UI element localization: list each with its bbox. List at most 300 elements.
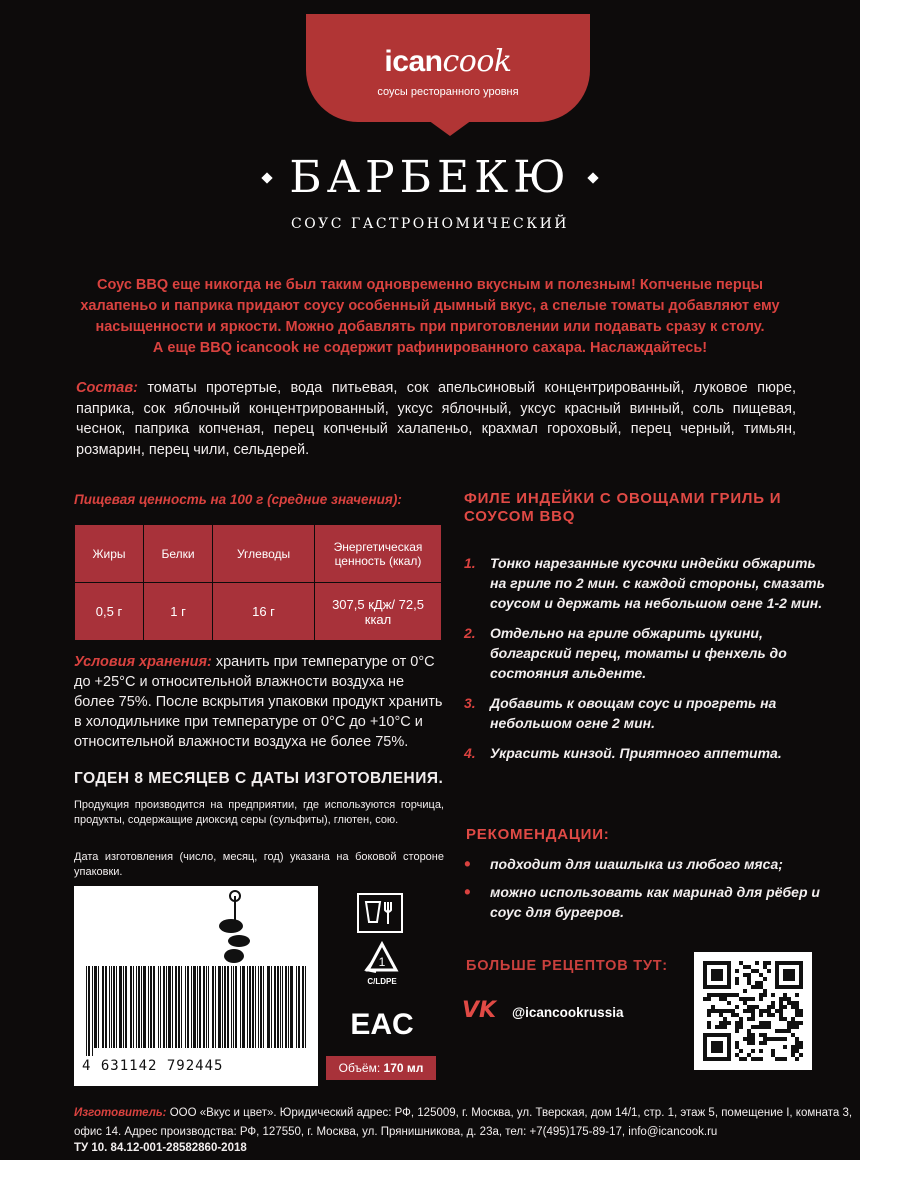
qr-module	[783, 1005, 787, 1009]
barcode-bar	[125, 966, 127, 1048]
qr-module	[747, 1041, 751, 1045]
qr-module	[707, 1013, 711, 1017]
qr-module	[735, 1013, 739, 1017]
qr-module	[755, 1005, 759, 1009]
barcode-bar	[231, 966, 232, 1048]
qr-module	[735, 1029, 739, 1033]
barcode-bar	[218, 966, 221, 1048]
barcode-bar	[191, 966, 192, 1048]
qr-module	[751, 1025, 755, 1029]
qr-module	[767, 1009, 771, 1013]
qr-module	[791, 1045, 795, 1049]
barcode-bar	[123, 966, 124, 1048]
qr-module	[795, 1049, 799, 1053]
qr-module	[751, 1041, 755, 1045]
qr-module	[771, 1049, 775, 1053]
qr-module	[763, 993, 767, 997]
storage-text: хранить при температуре от 0°C до +25°C и относительной влажности воздуха не более 75%. После вскрытия упаковки продукт хранить в холодильнике при температуре от 0°C до +10°C и относительной влажности воздуха не более 75%.	[74, 654, 443, 750]
bullet-icon: •	[464, 882, 471, 902]
qr-module	[775, 1029, 779, 1033]
qr-module	[751, 1057, 755, 1061]
barcode-bar	[224, 966, 226, 1048]
qr-module	[735, 1005, 739, 1009]
recycle-caption: C/LDPE	[367, 977, 397, 986]
qr-module	[759, 973, 763, 977]
step-text: Добавить к овощам соус и прогреть на небольшом огне 2 мин.	[490, 695, 777, 731]
qr-module	[791, 1049, 795, 1053]
step-number: 2.	[464, 625, 476, 641]
qr-module	[799, 1013, 803, 1017]
qr-module	[795, 1001, 799, 1005]
qr-module	[711, 993, 715, 997]
qr-module	[747, 997, 751, 1001]
qr-module	[755, 1057, 759, 1061]
qr-module	[707, 1021, 711, 1025]
qr-module	[743, 1057, 747, 1061]
qr-module	[751, 1033, 755, 1037]
step-text: Тонко нарезанные кусочки индейки обжарить на гриле по 2 мин. с каждой стороны, смазать соусом и держать на небольшом огне 1-2 мин.	[490, 555, 825, 611]
qr-module	[751, 1013, 755, 1017]
barcode-digits: 4 631142 792445	[82, 1058, 224, 1074]
qr-module	[767, 1025, 771, 1029]
qr-module	[763, 1041, 767, 1045]
qr-module	[723, 1021, 727, 1025]
qr-module	[727, 1021, 731, 1025]
qr-module	[783, 1017, 787, 1021]
barcode-bar	[185, 966, 186, 1048]
step-text: Отдельно на гриле обжарить цукини, болгарский перец, томаты и фенхель до состояния альденте.	[490, 625, 787, 681]
qr-module	[783, 1057, 787, 1061]
barcode-bar	[263, 966, 264, 1048]
recipe-heading: ФИЛЕ ИНДЕЙКИ С ОВОЩАМИ ГРИЛЬ И СОУСОМ BBQ	[464, 490, 782, 525]
barcode-bar	[143, 966, 146, 1048]
step-number: 1.	[464, 555, 476, 571]
qr-module	[763, 977, 767, 981]
qr-module	[795, 993, 799, 997]
barcode-bar	[208, 966, 209, 1048]
qr-module	[747, 1053, 751, 1057]
qr-module	[799, 1045, 803, 1049]
barcode-bar	[260, 966, 262, 1048]
qr-module	[715, 1025, 719, 1029]
nutrition-value-cell: 0,5 г	[75, 583, 144, 641]
qr-module	[779, 1013, 783, 1017]
barcode-bar	[242, 966, 245, 1048]
qr-module	[755, 981, 759, 985]
qr-module	[759, 997, 763, 1001]
qr-module	[771, 1013, 775, 1017]
qr-module	[783, 1037, 787, 1041]
brand-logo	[306, 44, 590, 79]
title-row	[0, 152, 860, 203]
nutrition-header-cell: Энергетическая ценность (ккал)	[315, 525, 442, 583]
qr-module	[795, 1045, 799, 1049]
qr-module	[747, 1005, 751, 1009]
more-recipes-heading: БОЛЬШЕ РЕЦЕПТОВ ТУТ:	[466, 958, 668, 974]
barcode-bar	[98, 966, 99, 1048]
qr-module	[739, 1049, 743, 1053]
qr-module	[763, 989, 767, 993]
barcode-bar	[215, 966, 216, 1048]
qr-module	[735, 1053, 739, 1057]
cup-fork-icon	[358, 894, 402, 932]
nutrition-header-cell: Углеводы	[213, 525, 315, 583]
recycle-code: 1	[378, 955, 386, 969]
logo-part-cook: cook	[442, 44, 512, 79]
intro-line: Соус BBQ еще никогда не был таким одновременно вкусным и полезным! Копченые перцы	[96, 277, 763, 293]
qr-module	[731, 1009, 735, 1013]
barcode-bar	[175, 966, 177, 1048]
brand-tagline: соусы ресторанного уровня	[377, 86, 519, 98]
nutrition-header-cell: Белки	[144, 525, 213, 583]
qr-module	[791, 1001, 795, 1005]
barcode-bar	[285, 966, 287, 1048]
barcode-bar	[267, 966, 270, 1048]
qr-module	[779, 1005, 783, 1009]
manufacturer-text: ООО «Вкус и цвет». Юридический адрес: РФ, 125009, г. Москва, ул. Тверская, дом 14/1, стр. 1, этаж 5, помещение I, комната 3, офис 14. Адрес производства: РФ, 127550, г. Москва, ул. Прянишникова, д. 23а, тел: +7(495)175-89-17, info@icancook.ru	[74, 1107, 853, 1138]
barcode-bar	[130, 966, 132, 1048]
qr-module	[719, 997, 723, 1001]
qr-module	[795, 1013, 799, 1017]
qr-module	[787, 1001, 791, 1005]
qr-module	[735, 1041, 739, 1045]
qr-module	[775, 1037, 779, 1041]
qr-module	[787, 1021, 791, 1025]
skewer-piece	[228, 935, 250, 947]
barcode-bar	[168, 966, 171, 1048]
qr-module	[715, 1009, 719, 1013]
qr-module	[767, 1005, 771, 1009]
barcode-bar	[141, 966, 142, 1048]
intro-line: халапеньо и паприка придают соусу особенный дымный вкус, а спелые томаты добавляют ему	[80, 298, 780, 314]
qr-module	[719, 1021, 723, 1025]
barcode-bar	[86, 966, 87, 1056]
qr-module	[715, 993, 719, 997]
qr-module	[743, 965, 747, 969]
qr-module	[711, 969, 723, 981]
qr-module	[759, 1041, 763, 1045]
barcode-bar	[271, 966, 272, 1048]
barcode-bar	[133, 966, 134, 1048]
barcode-bar	[119, 966, 122, 1048]
tech-spec-code: ТУ 10. 84.12-001-28582860-2018	[74, 1142, 247, 1154]
qr-module	[783, 1045, 787, 1049]
qr-module	[767, 961, 771, 965]
qr-module	[743, 997, 747, 1001]
qr-module	[735, 1021, 739, 1025]
barcode-bar	[148, 966, 149, 1048]
qr-module	[783, 969, 795, 981]
qr-module	[787, 997, 791, 1001]
qr-module	[719, 1009, 723, 1013]
barcode-bar	[255, 966, 256, 1048]
qr-module	[763, 1009, 767, 1013]
barcode-bar	[109, 966, 110, 1048]
qr-module	[727, 1001, 731, 1005]
qr-module	[799, 1053, 803, 1057]
qr-module	[799, 1041, 803, 1045]
barcode-bar	[252, 966, 254, 1048]
intro-line: А еще BBQ icancook не содержит рафинированного сахара. Наслаждайтесь!	[152, 340, 708, 356]
barcode-bar	[166, 966, 167, 1048]
volume-value: 170 мл	[383, 1061, 424, 1075]
qr-module	[767, 1037, 771, 1041]
qr-module	[759, 1033, 763, 1037]
recycle-icon	[366, 944, 397, 986]
qr-module	[747, 1009, 751, 1013]
product-subtitle: СОУС ГАСТРОНОМИЧЕСКИЙ	[290, 216, 570, 232]
qr-module	[771, 993, 775, 997]
logo-part-ican: ican	[384, 45, 443, 78]
qr-module	[759, 985, 763, 989]
qr-module	[763, 1037, 767, 1041]
recommendations-list	[464, 854, 834, 930]
barcode-bar	[258, 966, 259, 1048]
barcode-bar	[203, 966, 205, 1048]
vk-icon: VK	[462, 998, 497, 1023]
qr-module	[799, 1021, 803, 1025]
qr-module	[711, 1005, 715, 1009]
qr-module	[707, 997, 711, 1001]
icons-graphic	[346, 892, 418, 1044]
qr-module	[759, 993, 763, 997]
qr-module	[759, 1021, 763, 1025]
qr-module	[775, 1057, 779, 1061]
qr-module	[763, 1033, 767, 1037]
composition-text: томаты протертые, вода питьевая, сок апельсиновый концентрированный, луковое пюре, паприка, сок яблочный концентрированный, уксус яблочный, уксус красный винный, соль пищевая, чеснок, паприка копченая, перец копченый халапеньо, крахмал гороховый, перец черный, тимьян, розмарин, перец чили, сельдерей.	[76, 380, 796, 458]
qr-module	[735, 993, 739, 997]
qr-module	[755, 961, 759, 965]
certification-icons	[346, 892, 418, 1049]
qr-module	[791, 1053, 795, 1057]
qr-module	[747, 1037, 751, 1041]
qr-module	[763, 1021, 767, 1025]
qr-module	[739, 1025, 743, 1029]
barcode-bar	[181, 966, 182, 1048]
qr-module	[779, 1037, 783, 1041]
qr-module	[791, 1021, 795, 1025]
qr-module	[767, 1013, 771, 1017]
qr-module	[779, 997, 783, 1001]
brand-tab	[306, 14, 590, 122]
qr-module	[759, 1013, 763, 1017]
skewer-piece	[219, 919, 243, 933]
barcode-bar	[102, 966, 104, 1048]
composition-label: Состав:	[76, 380, 138, 396]
step-number: 4.	[464, 745, 476, 761]
barcode-bar	[240, 966, 241, 1048]
qr-module	[735, 969, 739, 973]
recipe-steps	[464, 553, 834, 773]
qr-module	[723, 1025, 727, 1029]
nutrition-value-cell: 1 г	[144, 583, 213, 641]
qr-module	[735, 1045, 739, 1049]
social-handle: @icancookrussia	[512, 1004, 624, 1020]
barcode-bar	[197, 966, 198, 1048]
qr-module	[747, 981, 751, 985]
qr-module	[743, 973, 747, 977]
qr-module	[723, 1017, 727, 1021]
qr-module	[747, 1029, 751, 1033]
recipe-step	[464, 553, 834, 613]
qr-module	[743, 1001, 747, 1005]
product-title: БАРБЕКЮ	[289, 152, 571, 203]
step-number: 3.	[464, 695, 476, 711]
recommendation-text: можно использовать как маринад для рёбер и соус для бургеров.	[490, 884, 820, 920]
barcode-bar	[116, 966, 117, 1048]
qr-module	[779, 1001, 783, 1005]
qr-module	[735, 981, 739, 985]
qr-code-graphic	[694, 952, 812, 1070]
manufacturer-label: Изготовитель:	[74, 1107, 167, 1119]
qr-module	[739, 997, 743, 1001]
barcode-bars	[86, 966, 306, 1056]
qr-module	[739, 1021, 743, 1025]
recipe-step	[464, 743, 834, 763]
qr-module	[791, 1017, 795, 1021]
qr-module	[759, 981, 763, 985]
qr-module	[783, 993, 787, 997]
qr-module	[763, 961, 767, 965]
nutrition-table	[74, 524, 442, 641]
qr-module	[751, 1017, 755, 1021]
intro-line: насыщенности и яркости. Можно добавлять при приготовлении или подавать сразу к столу.	[95, 319, 765, 335]
qr-module	[751, 1049, 755, 1053]
barcode-bar	[280, 966, 281, 1048]
barcode-bar	[247, 966, 248, 1048]
eac-mark: EAC	[350, 1008, 414, 1041]
barcode-bar	[138, 966, 140, 1048]
barcode-bar	[288, 966, 289, 1048]
qr-module	[787, 1025, 791, 1029]
qr-module	[795, 1037, 799, 1041]
qr-module	[791, 1025, 795, 1029]
bullet-icon: •	[464, 854, 471, 874]
barcode-bar	[199, 966, 201, 1048]
nutrition-value-row	[75, 583, 442, 641]
barcode-bar	[178, 966, 180, 1048]
recommendation-item	[464, 854, 834, 874]
qr-module	[795, 1009, 799, 1013]
barcode-bar	[105, 966, 107, 1048]
barcode-bar	[227, 966, 229, 1048]
barcode-bar	[193, 966, 196, 1048]
barcode-bar	[212, 966, 214, 1048]
qr-module	[779, 1009, 783, 1013]
qr-module	[719, 1013, 723, 1017]
shelf-life: ГОДЕН 8 МЕСЯЦЕВ С ДАТЫ ИЗГОТОВЛЕНИЯ.	[74, 770, 444, 787]
barcode-bar	[163, 966, 165, 1048]
qr-module	[751, 1009, 755, 1013]
qr-module	[767, 1021, 771, 1025]
qr-module	[747, 1017, 751, 1021]
qr-module	[731, 993, 735, 997]
qr-module	[795, 1025, 799, 1029]
recommendation-text: подходит для шашлыка из любого мяса;	[490, 856, 783, 872]
recipe-step	[464, 693, 834, 733]
barcode-bar	[94, 966, 97, 1048]
date-note: Дата изготовления (число, месяц, год) указана на боковой стороне упаковки.	[74, 851, 444, 878]
qr-module	[799, 1009, 803, 1013]
barcode-bar	[296, 966, 297, 1048]
qr-module	[763, 1025, 767, 1029]
qr-module	[795, 1057, 799, 1061]
qr-module	[771, 1005, 775, 1009]
qr-module	[783, 997, 787, 1001]
nutrition-header-row	[75, 525, 442, 583]
qr-module	[711, 1009, 715, 1013]
manufacturer-info	[74, 1104, 860, 1142]
qr-module	[771, 1037, 775, 1041]
qr-module	[711, 1041, 723, 1053]
qr-module	[779, 1057, 783, 1061]
diamond-ornament-right	[587, 172, 598, 183]
barcode-bar	[222, 966, 223, 1048]
qr-module	[763, 965, 767, 969]
barcode-bar	[305, 966, 306, 1048]
allergen-note: Продукция производится на предприятии, где используются горчица, продукты, содержащие диоксид серы (сульфиты), глютен, сою.	[74, 799, 444, 826]
qr-module	[791, 1033, 795, 1037]
qr-module	[759, 1057, 763, 1061]
qr-code	[694, 952, 812, 1070]
barcode-bar	[235, 966, 237, 1048]
barcode-bar	[150, 966, 152, 1048]
barcode-bar	[136, 966, 137, 1048]
qr-module	[747, 1033, 751, 1037]
qr-module	[779, 1029, 783, 1033]
qr-module	[727, 993, 731, 997]
nutrition-header-cell: Жиры	[75, 525, 144, 583]
barcode-bar	[233, 966, 234, 1048]
qr-module	[731, 1013, 735, 1017]
barcode-box	[74, 886, 318, 1086]
qr-module	[723, 993, 727, 997]
qr-module	[775, 1009, 779, 1013]
qr-module	[735, 1025, 739, 1029]
qr-module	[795, 1005, 799, 1009]
qr-module	[743, 989, 747, 993]
recommendation-item	[464, 882, 834, 922]
barcode-bar	[282, 966, 283, 1048]
barcode-bar	[113, 966, 115, 1048]
intro-text	[70, 275, 790, 359]
nutrition-value-cell: 307,5 кДж/ 72,5 ккал	[315, 583, 442, 641]
barcode-bar	[111, 966, 112, 1048]
qr-module	[751, 985, 755, 989]
skewer-piece	[224, 949, 244, 963]
qr-module	[787, 1029, 791, 1033]
qr-module	[723, 997, 727, 1001]
diamond-ornament-left	[262, 172, 273, 183]
qr-module	[719, 1025, 723, 1029]
qr-module	[743, 1009, 747, 1013]
volume-label: Объём:	[338, 1061, 381, 1075]
nutrition-value-cell: 16 г	[213, 583, 315, 641]
qr-module	[707, 1025, 711, 1029]
qr-module	[719, 993, 723, 997]
storage-label: Условия хранения:	[74, 654, 212, 670]
qr-module	[751, 1037, 755, 1041]
qr-module	[755, 969, 759, 973]
qr-module	[707, 1009, 711, 1013]
barcode-bar	[172, 966, 173, 1048]
qr-module	[747, 977, 751, 981]
qr-module	[771, 1001, 775, 1005]
composition	[76, 378, 796, 460]
volume-badge	[326, 1056, 436, 1080]
qr-module	[747, 965, 751, 969]
barcode-bar	[153, 966, 155, 1048]
